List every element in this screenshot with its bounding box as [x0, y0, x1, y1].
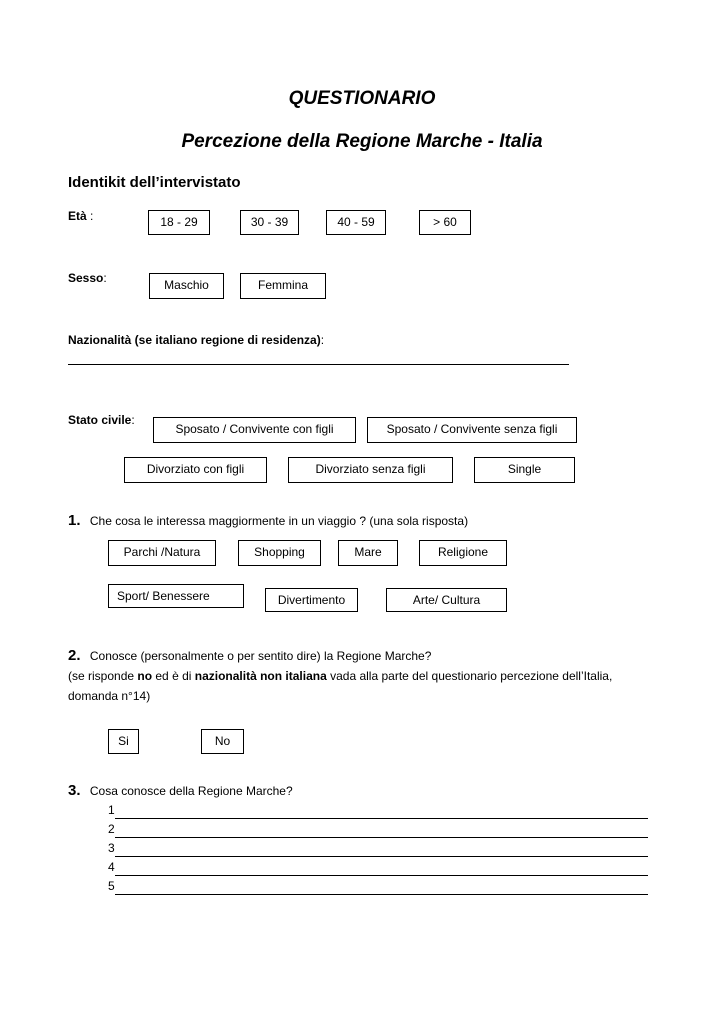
sex-label — [68, 271, 107, 285]
q1-option-religione[interactable]: Religione — [419, 540, 507, 566]
question-2-note — [68, 669, 612, 683]
q1-option-shopping[interactable]: Shopping — [238, 540, 321, 566]
page-subtitle: Percezione della Regione Marche - Italia — [181, 131, 543, 152]
civil-status-label-text: Stato civile — [68, 413, 132, 427]
q3-answer-line[interactable] — [108, 860, 115, 874]
q2-option-si[interactable]: Si — [108, 729, 139, 754]
question-2 — [68, 647, 431, 664]
q3-rule-5 — [115, 894, 648, 895]
question-2-note-line-2: domanda n°14) — [68, 689, 151, 703]
q1-option-mare[interactable]: Mare — [338, 540, 398, 566]
q1-option-parchi-natura[interactable]: Parchi /Natura — [108, 540, 216, 566]
question-2-text: Conosce (personalmente o per sentito dire) la Regione Marche? — [89, 649, 432, 663]
civil-status-label — [68, 413, 135, 427]
civil-option-divorced-no-children[interactable]: Divorziato senza figli — [288, 457, 453, 483]
age-option-18-29[interactable]: 18 - 29 — [148, 210, 210, 235]
q3-answer-line[interactable] — [108, 879, 115, 893]
nationality-label — [68, 333, 324, 347]
civil-option-married-no-children[interactable]: Sposato / Convivente senza figli — [367, 417, 577, 443]
sex-label-colon: : — [103, 271, 107, 285]
q2-note-part-1: (se risponde — [68, 669, 138, 683]
age-label-text: Età — [68, 209, 87, 223]
q3-rule-3 — [115, 856, 648, 857]
q3-line-number: 1 — [108, 803, 115, 817]
q3-line-number: 5 — [108, 879, 115, 893]
civil-option-divorced-children[interactable]: Divorziato con figli — [124, 457, 267, 483]
sex-option-femmina[interactable]: Femmina — [240, 273, 326, 299]
q1-option-divertimento[interactable]: Divertimento — [265, 588, 358, 612]
question-1-text: Che cosa le interessa maggiormente in un viaggio ? (una sola risposta) — [89, 514, 469, 528]
q3-answer-line[interactable] — [108, 803, 115, 817]
question-3-text: Cosa conosce della Regione Marche? — [89, 784, 293, 798]
q3-rule-1 — [115, 818, 648, 819]
age-option-30-39[interactable]: 30 - 39 — [240, 210, 299, 235]
q1-option-sport-benessere[interactable]: Sport/ Benessere — [108, 584, 244, 608]
q3-rule-2 — [115, 837, 648, 838]
q2-note-no: no — [137, 669, 153, 683]
q2-option-no[interactable]: No — [201, 729, 244, 754]
page-title: QUESTIONARIO — [288, 88, 436, 109]
q3-line-number: 2 — [108, 822, 115, 836]
question-1-number: 1. — [68, 512, 81, 529]
civil-status-label-colon: : — [131, 413, 135, 427]
sex-option-maschio[interactable]: Maschio — [149, 273, 224, 299]
age-label — [68, 209, 93, 223]
nationality-label-colon: : — [320, 333, 325, 347]
q2-note-part-5: vada alla parte del questionario percezione dell’Italia, — [326, 669, 613, 683]
question-1 — [68, 512, 468, 529]
question-3-number: 3. — [68, 782, 81, 799]
q2-note-nationality: nazionalità non italiana — [194, 669, 327, 683]
q1-option-arte-cultura[interactable]: Arte/ Cultura — [386, 588, 507, 612]
q2-note-part-3: ed è di — [152, 669, 195, 683]
civil-option-married-children[interactable]: Sposato / Convivente con figli — [153, 417, 356, 443]
question-3 — [68, 782, 293, 799]
q3-rule-4 — [115, 875, 648, 876]
question-2-number: 2. — [68, 647, 81, 664]
age-option-over-60[interactable]: > 60 — [419, 210, 471, 235]
q3-line-number: 3 — [108, 841, 115, 855]
section-heading: Identikit dell’intervistato — [68, 174, 241, 191]
q3-answer-line[interactable] — [108, 841, 115, 855]
sex-label-text: Sesso — [68, 271, 104, 285]
nationality-answer-line[interactable] — [68, 364, 569, 365]
age-option-40-59[interactable]: 40 - 59 — [326, 210, 386, 235]
q3-line-number: 4 — [108, 860, 115, 874]
q3-answer-line[interactable] — [108, 822, 115, 836]
age-label-colon: : — [86, 209, 94, 223]
nationality-label-text: Nazionalità (se italiano regione di residenza) — [68, 333, 321, 347]
civil-option-single[interactable]: Single — [474, 457, 575, 483]
